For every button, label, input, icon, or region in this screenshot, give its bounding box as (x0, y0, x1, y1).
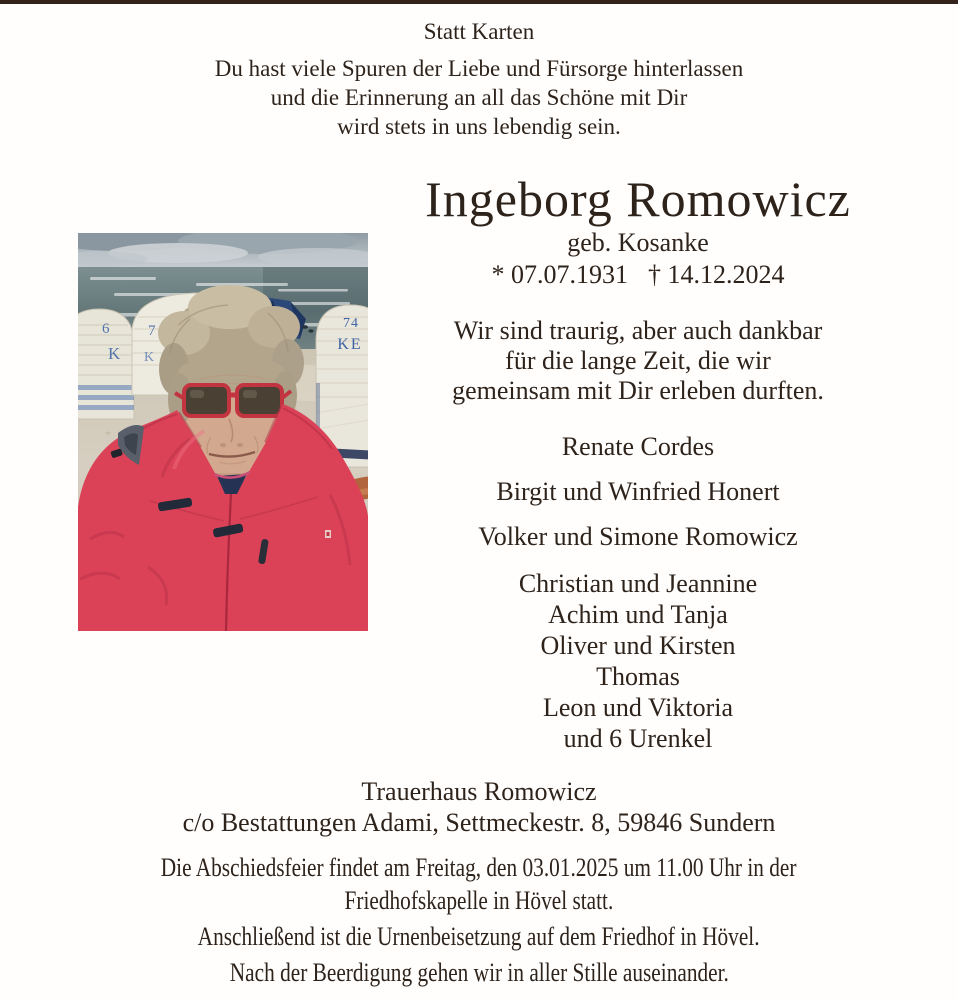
chair-mark-7: 7 (148, 323, 156, 339)
top-rule (0, 0, 958, 4)
epigraph (0, 54, 958, 141)
portrait-photo-scene (78, 233, 368, 631)
sky (78, 233, 368, 269)
chair-mark-k2: K (144, 350, 155, 365)
mourner-line: Volker und Simone Romowicz (478, 522, 798, 551)
tribute-line: Wir sind traurig, aber auch dankbar (453, 316, 823, 345)
chair-mark-74: 74 (343, 316, 359, 331)
announcement-column (368, 170, 908, 754)
mourner-line: Achim und Tanja (548, 600, 728, 629)
birth-date: * 07.07.1931 (491, 260, 628, 289)
mourner-line: Thomas (596, 662, 680, 691)
announcement-line: Nach der Beerdigung gehen wir in aller Stille auseinander. (229, 958, 729, 987)
chair-mark-k: K (108, 344, 121, 363)
mourners-primary (368, 424, 908, 559)
funeral-home-name: Trauerhaus Romowicz (361, 777, 597, 806)
announcement-line: Die Abschiedsfeier findet am Freitag, den 03.01.2025 um 11.00 Uhr in der (161, 853, 797, 882)
maiden-name: geb. Kosanke (567, 228, 709, 257)
announcement-line: Anschließend ist die Urnenbeisetzung auf dem Friedhof in Hövel. (198, 922, 760, 951)
left-beach-chair (78, 309, 134, 419)
mourner-line: Renate Cordes (561, 432, 715, 461)
footer-block (0, 776, 958, 989)
portrait-photo (78, 233, 368, 631)
epigraph-line: wird stets in uns lebendig sein. (337, 114, 621, 139)
tribute (368, 316, 908, 406)
funeral-home (0, 776, 958, 838)
life-dates (368, 260, 908, 290)
mourner-line: Birgit und Winfried Honert (496, 477, 780, 506)
statt-karten-line: Statt Karten (423, 19, 535, 44)
header-block (0, 18, 958, 141)
mourner-line: Oliver und Kirsten (540, 631, 736, 660)
mourner-line: und 6 Urenkel (563, 724, 713, 753)
funeral-home-address: c/o Bestattungen Adami, Settmeckestr. 8, 59846 Sundern (182, 808, 776, 837)
announcement-line: Friedhofskapelle in Hövel statt. (344, 886, 614, 915)
mourners-secondary (368, 568, 908, 754)
tribute-line: für die lange Zeit, die wir (505, 346, 771, 375)
service-announcements (0, 851, 958, 989)
death-date: † 14.12.2024 (648, 260, 785, 289)
mourner-line: Leon und Viktoria (542, 693, 734, 722)
tribute-line: gemeinsam mit Dir erleben durften. (452, 376, 824, 405)
chair-mark-ke: KE (337, 336, 363, 353)
epigraph-line: Du hast viele Spuren der Liebe und Fürsorge hinterlassen (214, 56, 744, 81)
deceased-name: Ingeborg Romowicz (425, 171, 851, 227)
chair-mark-6: 6 (102, 321, 110, 337)
epigraph-line: und die Erinnerung an all das Schöne mit Dir (270, 85, 688, 110)
mourner-line: Christian und Jeannine (518, 569, 758, 598)
